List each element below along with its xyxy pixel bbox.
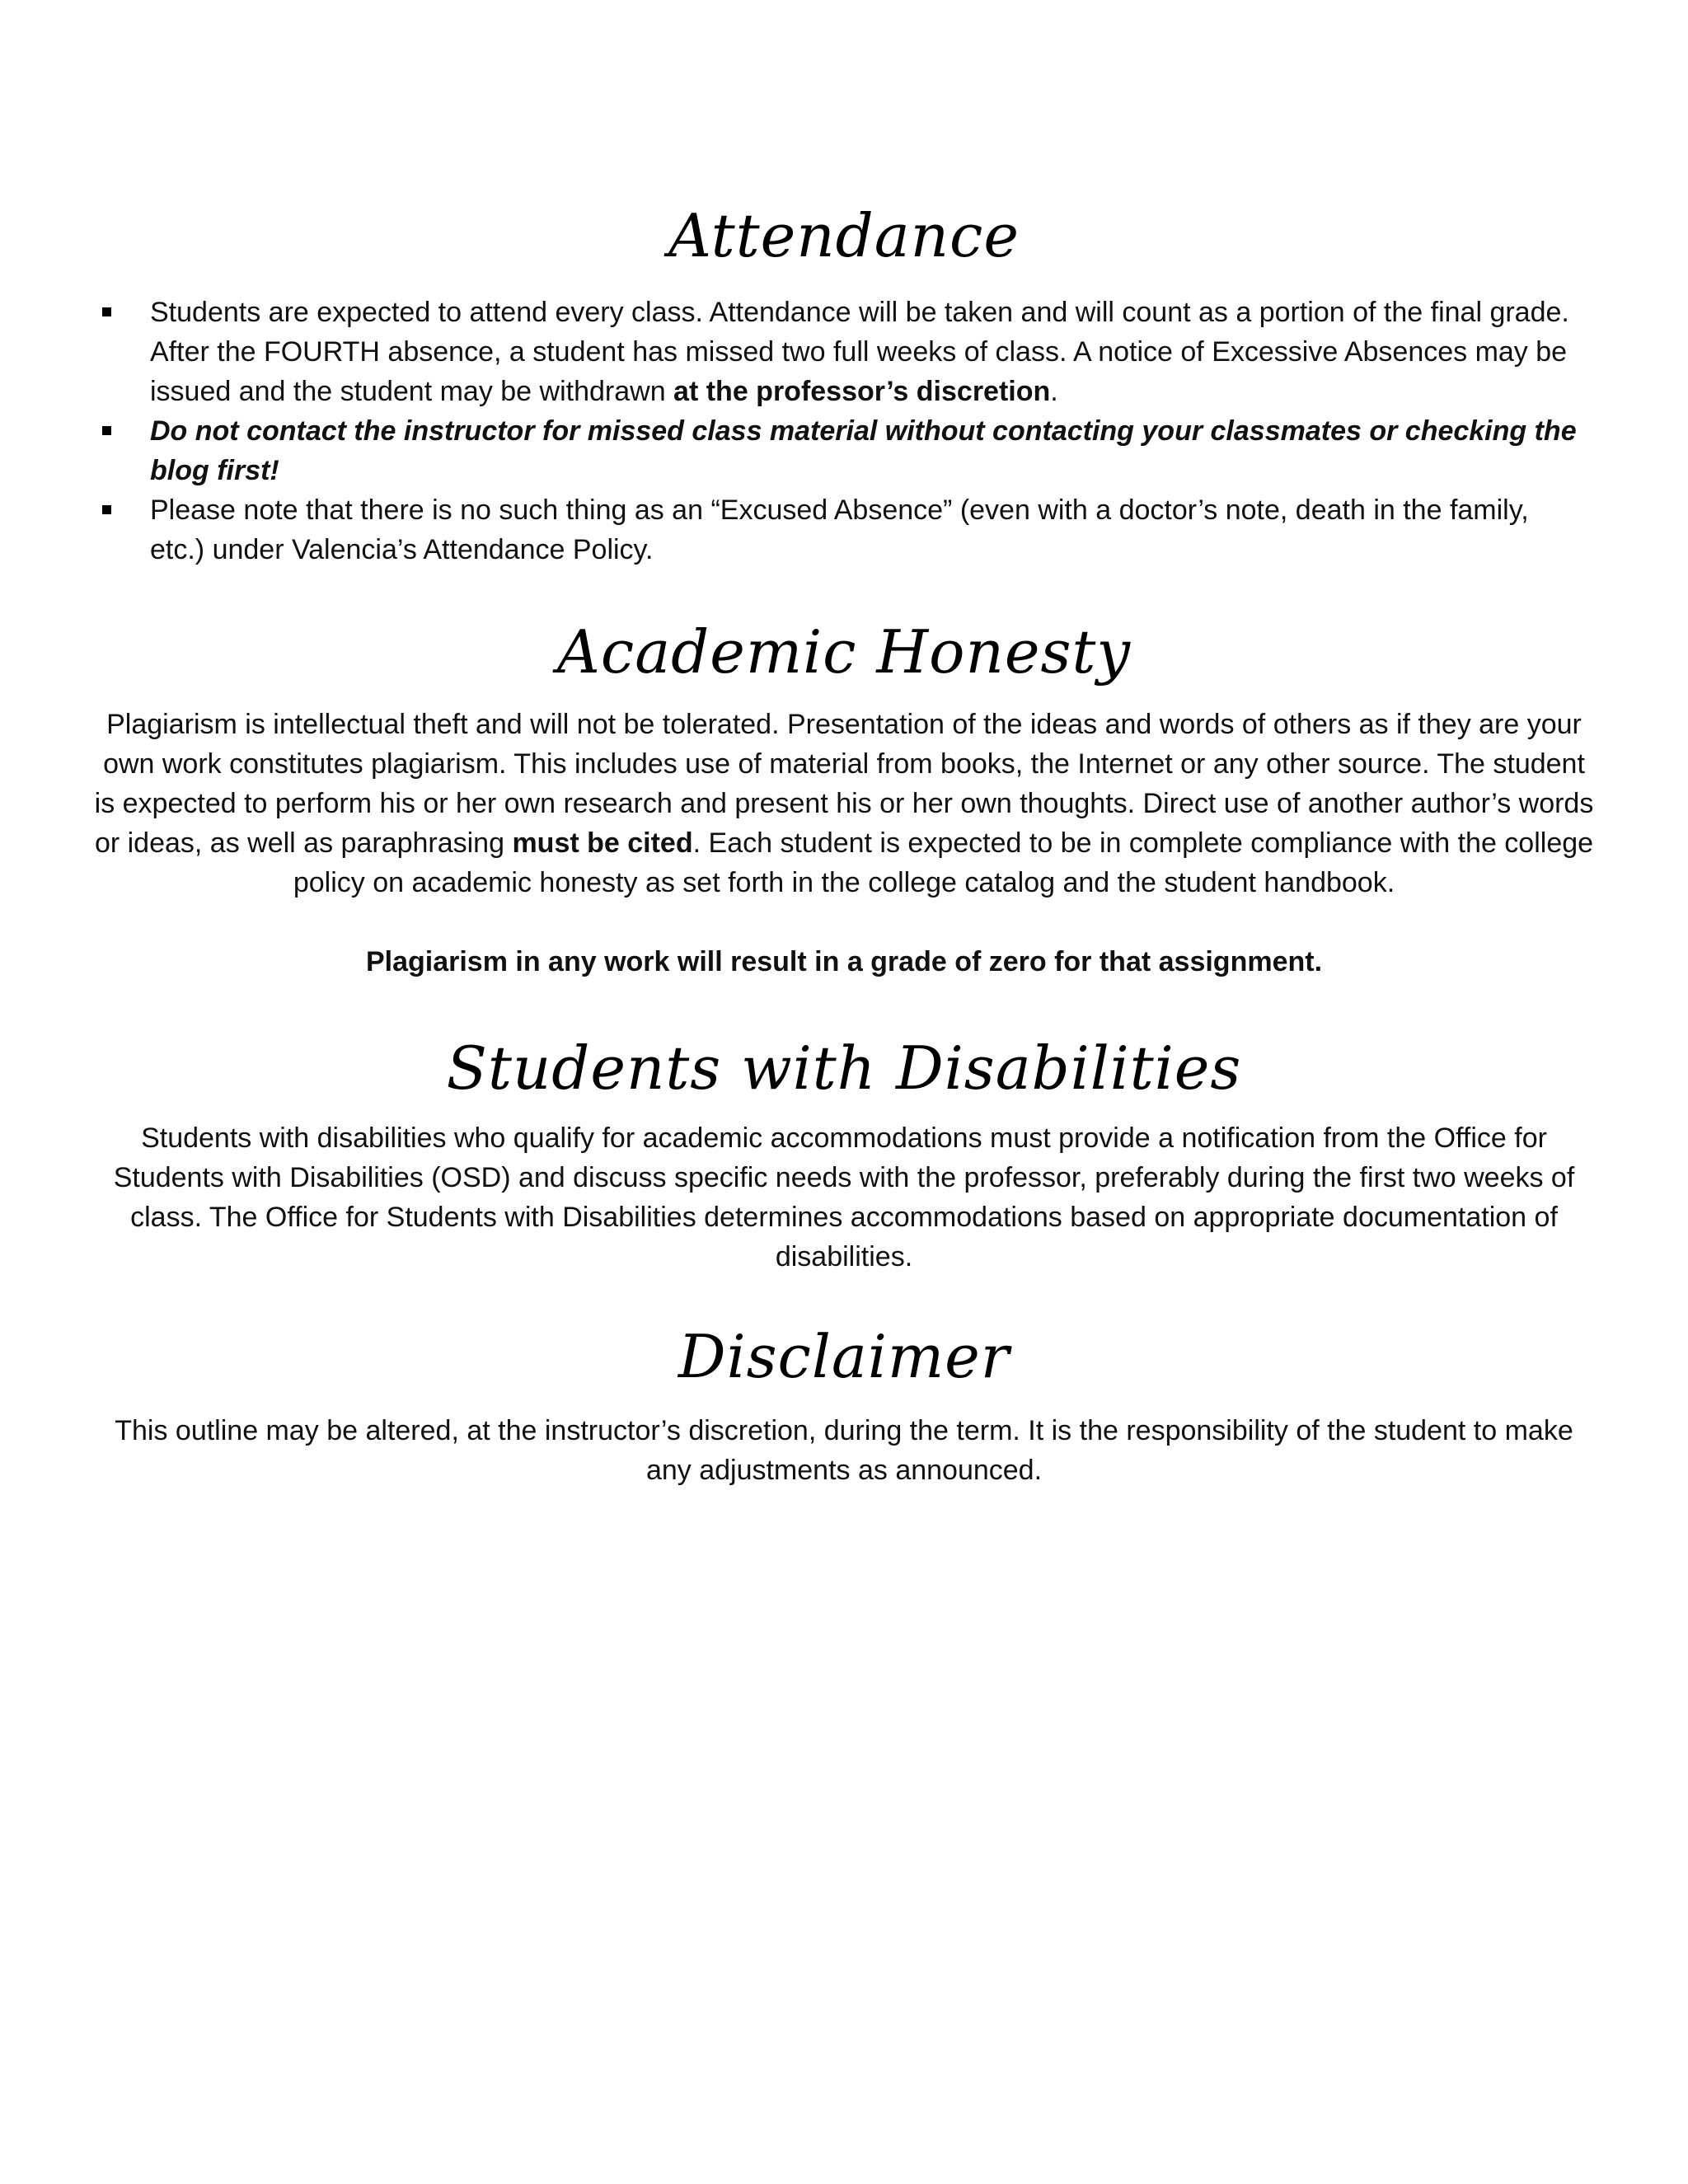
disabilities-heading: Students with Disabilities: [446, 1033, 1242, 1103]
attendance-bullet-text: Students are expected to attend every class. Attendance will be taken and will count as a portion of the final grade. After the FOURTH absence, a student has missed two full weeks of class. A notice of Excessive Absences may be issued and the student may be withdrawn: [150, 297, 1569, 407]
attendance-bullet: [97, 293, 1581, 411]
square-bullet-icon: [102, 505, 111, 514]
square-bullet-icon: [102, 307, 111, 316]
attendance-bullet-text-end: .: [1050, 376, 1058, 407]
attendance-bullet-list: [97, 293, 1581, 569]
academic-honesty-text-end: . Each student is expected to be in complete compliance with the college policy on academic honesty as set forth in the college catalog and the student handbook.: [293, 827, 1594, 898]
attendance-bullet-warning: Do not contact the instructor for missed class material without contacting your classmates or checking the blog first!: [150, 415, 1577, 486]
disclaimer-heading: Disclaimer: [678, 1322, 1010, 1391]
square-bullet-icon: [102, 426, 111, 435]
academic-honesty-emphasis: must be cited: [512, 827, 693, 859]
disabilities-paragraph: Students with disabilities who qualify for academic accommodations must provide a notification from the Office for Students with Disabilities (OSD) and discuss specific needs with the professor, preferably during the first two weeks of class. The Office for Students with Disabilities determines accommodations based on appropriate documentation of disabilities.: [113, 1122, 1575, 1272]
attendance-bullet: [97, 411, 1581, 490]
academic-honesty-heading: Academic Honesty: [556, 617, 1132, 687]
academic-honesty-text: Plagiarism is intellectual theft and will not be tolerated. Presentation of the ideas and words of others as if they are your own work constitutes plagiarism. This includes use of material from books, the Internet or any other source. The student is expected to perform his or her own research and present his or her own thoughts. Direct use of another author’s words or ideas, as well as paraphrasing: [94, 709, 1594, 859]
attendance-heading: Attendance: [668, 201, 1020, 270]
academic-honesty-paragraph: [91, 705, 1597, 902]
disclaimer-paragraph: This outline may be altered, at the instructor’s discretion, during the term. It is the responsibility of the student to make any adjustments as announced.: [115, 1415, 1573, 1486]
attendance-bullet-emphasis: at the professor’s discretion: [673, 376, 1051, 407]
plagiarism-rule-text: Plagiarism in any work will result in a grade of zero for that assignment.: [365, 946, 1323, 977]
attendance-bullet: [97, 490, 1581, 569]
attendance-bullet-text: Please note that there is no such thing as an “Excused Absence” (even with a doctor’s note, death in the family, etc.) under Valencia’s Attendance Policy.: [150, 494, 1529, 565]
plagiarism-rule: [91, 942, 1597, 982]
